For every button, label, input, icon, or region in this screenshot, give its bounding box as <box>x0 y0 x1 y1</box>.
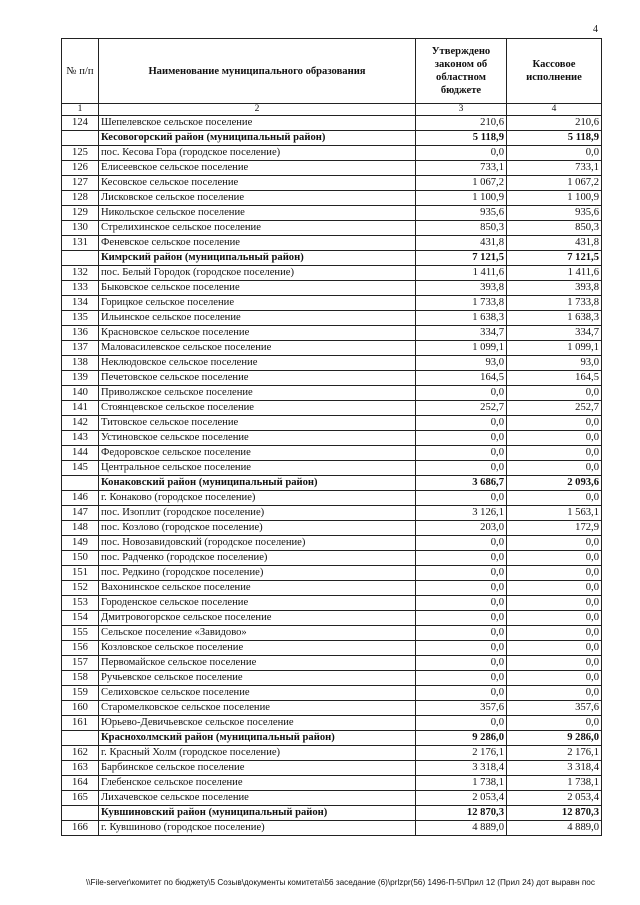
municipality-name-cell: пос. Редкино (городское поселение) <box>99 566 416 581</box>
executed-amount-cell: 733,1 <box>507 161 602 176</box>
approved-amount-cell: 0,0 <box>416 671 507 686</box>
row-number-cell: 136 <box>62 326 99 341</box>
municipality-name-cell: пос. Белый Городок (городское поселение) <box>99 266 416 281</box>
row-number-cell: 128 <box>62 191 99 206</box>
row-number-cell <box>62 476 99 491</box>
table-row <box>62 641 602 656</box>
executed-amount-cell: 0,0 <box>507 626 602 641</box>
row-number-cell: 133 <box>62 281 99 296</box>
approved-amount-cell: 93,0 <box>416 356 507 371</box>
approved-amount-cell: 733,1 <box>416 161 507 176</box>
district-row <box>62 476 602 491</box>
table-row <box>62 146 602 161</box>
approved-amount-cell: 1 411,6 <box>416 266 507 281</box>
executed-amount-cell: 0,0 <box>507 611 602 626</box>
row-number-cell: 151 <box>62 566 99 581</box>
executed-amount-cell: 850,3 <box>507 221 602 236</box>
executed-amount-cell: 1 638,3 <box>507 311 602 326</box>
executed-amount-cell: 0,0 <box>507 416 602 431</box>
municipality-name-cell: Печетовское сельское поселение <box>99 371 416 386</box>
table-row <box>62 791 602 806</box>
executed-amount-cell: 0,0 <box>507 446 602 461</box>
header-executed: Кассовое исполнение <box>507 39 602 104</box>
municipality-name-cell: пос. Радченко (городское поселение) <box>99 551 416 566</box>
table-row <box>62 521 602 536</box>
table-row <box>62 341 602 356</box>
municipality-name-cell: Елисеевское сельское поселение <box>99 161 416 176</box>
district-row <box>62 731 602 746</box>
municipality-name-cell: Быковское сельское поселение <box>99 281 416 296</box>
table-row <box>62 566 602 581</box>
approved-amount-cell: 935,6 <box>416 206 507 221</box>
approved-amount-cell: 4 889,0 <box>416 821 507 836</box>
executed-amount-cell: 431,8 <box>507 236 602 251</box>
executed-amount-cell: 0,0 <box>507 536 602 551</box>
header-approved: Утверждено законом об областном бюджете <box>416 39 507 104</box>
approved-amount-cell: 0,0 <box>416 146 507 161</box>
municipality-name-cell: Приволжское сельское поселение <box>99 386 416 401</box>
table-row <box>62 116 602 131</box>
row-number-cell: 143 <box>62 431 99 446</box>
executed-amount-cell: 172,9 <box>507 521 602 536</box>
approved-amount-cell: 12 870,3 <box>416 806 507 821</box>
municipality-name-cell: Дмитровогорское сельское поселение <box>99 611 416 626</box>
municipality-name-cell: Феневское сельское поселение <box>99 236 416 251</box>
approved-amount-cell: 0,0 <box>416 416 507 431</box>
municipality-name-cell: Никольское сельское поселение <box>99 206 416 221</box>
executed-amount-cell: 0,0 <box>507 431 602 446</box>
approved-amount-cell: 2 053,4 <box>416 791 507 806</box>
approved-amount-cell: 0,0 <box>416 641 507 656</box>
approved-amount-cell: 252,7 <box>416 401 507 416</box>
approved-amount-cell: 7 121,5 <box>416 251 507 266</box>
approved-amount-cell: 203,0 <box>416 521 507 536</box>
table-row <box>62 326 602 341</box>
municipality-name-cell: Селиховское сельское поселение <box>99 686 416 701</box>
column-number-row <box>62 104 602 116</box>
row-number-cell: 161 <box>62 716 99 731</box>
row-number-cell: 144 <box>62 446 99 461</box>
table-row <box>62 776 602 791</box>
approved-amount-cell: 0,0 <box>416 461 507 476</box>
executed-amount-cell: 0,0 <box>507 461 602 476</box>
table-row <box>62 461 602 476</box>
table-row <box>62 581 602 596</box>
approved-amount-cell: 1 733,8 <box>416 296 507 311</box>
municipality-name-cell: Стрелихинское сельское поселение <box>99 221 416 236</box>
municipality-name-cell: Устиновское сельское поселение <box>99 431 416 446</box>
row-number-cell <box>62 131 99 146</box>
executed-amount-cell: 935,6 <box>507 206 602 221</box>
municipality-name-cell: Стоянцевское сельское поселение <box>99 401 416 416</box>
approved-amount-cell: 1 638,3 <box>416 311 507 326</box>
executed-amount-cell: 2 093,6 <box>507 476 602 491</box>
municipality-name-cell: Маловасилевское сельское поселение <box>99 341 416 356</box>
municipality-name-cell: Ручьевское сельское поселение <box>99 671 416 686</box>
table-row <box>62 821 602 836</box>
file-path-footer: \\File-server\комитет по бюджету\5 Созыв\документы комитета\56 заседание (6)\prlzpr(56) 1496-П-5\Прил 12 (Прил 24) дот выравн пос <box>86 878 595 887</box>
approved-amount-cell: 0,0 <box>416 386 507 401</box>
row-number-cell: 148 <box>62 521 99 536</box>
executed-amount-cell: 0,0 <box>507 581 602 596</box>
municipality-name-cell: Конаковский район (муниципальный район) <box>99 476 416 491</box>
table-row <box>62 716 602 731</box>
approved-amount-cell: 0,0 <box>416 446 507 461</box>
table-row <box>62 671 602 686</box>
executed-amount-cell: 0,0 <box>507 716 602 731</box>
table-row <box>62 491 602 506</box>
column-number: 1 <box>62 104 99 116</box>
municipality-name-cell: Лихачевское сельское поселение <box>99 791 416 806</box>
approved-amount-cell: 0,0 <box>416 536 507 551</box>
table-row <box>62 656 602 671</box>
district-row <box>62 251 602 266</box>
row-number-cell: 157 <box>62 656 99 671</box>
row-number-cell <box>62 806 99 821</box>
executed-amount-cell: 210,6 <box>507 116 602 131</box>
approved-amount-cell: 1 100,9 <box>416 191 507 206</box>
approved-amount-cell: 0,0 <box>416 551 507 566</box>
row-number-cell: 145 <box>62 461 99 476</box>
executed-amount-cell: 3 318,4 <box>507 761 602 776</box>
row-number-cell: 134 <box>62 296 99 311</box>
approved-amount-cell: 3 126,1 <box>416 506 507 521</box>
table-row <box>62 746 602 761</box>
approved-amount-cell: 210,6 <box>416 116 507 131</box>
approved-amount-cell: 357,6 <box>416 701 507 716</box>
approved-amount-cell: 164,5 <box>416 371 507 386</box>
executed-amount-cell: 4 889,0 <box>507 821 602 836</box>
table-row <box>62 506 602 521</box>
executed-amount-cell: 0,0 <box>507 386 602 401</box>
municipality-name-cell: Кувшиновский район (муниципальный район) <box>99 806 416 821</box>
municipality-name-cell: Кесовогорский район (муниципальный район) <box>99 131 416 146</box>
executed-amount-cell: 7 121,5 <box>507 251 602 266</box>
municipality-name-cell: пос. Кесова Гора (городское поселение) <box>99 146 416 161</box>
row-number-cell: 131 <box>62 236 99 251</box>
district-row <box>62 806 602 821</box>
executed-amount-cell: 9 286,0 <box>507 731 602 746</box>
executed-amount-cell: 2 053,4 <box>507 791 602 806</box>
municipality-name-cell: Краснохолмский район (муниципальный район) <box>99 731 416 746</box>
column-number: 2 <box>99 104 416 116</box>
approved-amount-cell: 0,0 <box>416 596 507 611</box>
executed-amount-cell: 357,6 <box>507 701 602 716</box>
approved-amount-cell: 0,0 <box>416 716 507 731</box>
executed-amount-cell: 0,0 <box>507 146 602 161</box>
executed-amount-cell: 164,5 <box>507 371 602 386</box>
row-number-cell: 132 <box>62 266 99 281</box>
executed-amount-cell: 252,7 <box>507 401 602 416</box>
executed-amount-cell: 0,0 <box>507 491 602 506</box>
executed-amount-cell: 2 176,1 <box>507 746 602 761</box>
approved-amount-cell: 0,0 <box>416 686 507 701</box>
municipality-name-cell: Старомелковское сельское поселение <box>99 701 416 716</box>
table-header-row <box>62 39 602 104</box>
approved-amount-cell: 9 286,0 <box>416 731 507 746</box>
row-number-cell: 149 <box>62 536 99 551</box>
approved-amount-cell: 3 318,4 <box>416 761 507 776</box>
table-row <box>62 266 602 281</box>
row-number-cell <box>62 731 99 746</box>
row-number-cell: 153 <box>62 596 99 611</box>
municipality-name-cell: Шепелевское сельское поселение <box>99 116 416 131</box>
executed-amount-cell: 0,0 <box>507 596 602 611</box>
row-number-cell: 155 <box>62 626 99 641</box>
table-row <box>62 206 602 221</box>
executed-amount-cell: 1 733,8 <box>507 296 602 311</box>
municipality-name-cell: Неклюдовское сельское поселение <box>99 356 416 371</box>
page-number: 4 <box>593 24 598 35</box>
table-row <box>62 611 602 626</box>
executed-amount-cell: 1 067,2 <box>507 176 602 191</box>
approved-amount-cell: 0,0 <box>416 581 507 596</box>
executed-amount-cell: 1 099,1 <box>507 341 602 356</box>
municipality-name-cell: Кесовское сельское поселение <box>99 176 416 191</box>
approved-amount-cell: 393,8 <box>416 281 507 296</box>
row-number-cell: 124 <box>62 116 99 131</box>
row-number-cell: 146 <box>62 491 99 506</box>
executed-amount-cell: 12 870,3 <box>507 806 602 821</box>
table-row <box>62 281 602 296</box>
municipality-name-cell: г. Кувшиново (городское поселение) <box>99 821 416 836</box>
column-number: 3 <box>416 104 507 116</box>
table-row <box>62 596 602 611</box>
executed-amount-cell: 334,7 <box>507 326 602 341</box>
approved-amount-cell: 0,0 <box>416 611 507 626</box>
row-number-cell: 159 <box>62 686 99 701</box>
municipality-name-cell: г. Конаково (городское поселение) <box>99 491 416 506</box>
municipality-name-cell: Федоровское сельское поселение <box>99 446 416 461</box>
table-row <box>62 686 602 701</box>
row-number-cell: 137 <box>62 341 99 356</box>
table-row <box>62 221 602 236</box>
table-row <box>62 551 602 566</box>
executed-amount-cell: 0,0 <box>507 641 602 656</box>
executed-amount-cell: 1 411,6 <box>507 266 602 281</box>
row-number-cell: 158 <box>62 671 99 686</box>
row-number-cell: 164 <box>62 776 99 791</box>
row-number-cell: 154 <box>62 611 99 626</box>
header-num: № п/п <box>62 39 99 104</box>
approved-amount-cell: 0,0 <box>416 431 507 446</box>
executed-amount-cell: 393,8 <box>507 281 602 296</box>
approved-amount-cell: 0,0 <box>416 491 507 506</box>
municipality-name-cell: Барбинское сельское поселение <box>99 761 416 776</box>
approved-amount-cell: 2 176,1 <box>416 746 507 761</box>
row-number-cell: 166 <box>62 821 99 836</box>
table-row <box>62 311 602 326</box>
row-number-cell: 163 <box>62 761 99 776</box>
executed-amount-cell: 1 563,1 <box>507 506 602 521</box>
approved-amount-cell: 0,0 <box>416 566 507 581</box>
row-number-cell: 150 <box>62 551 99 566</box>
table-row <box>62 191 602 206</box>
table-row <box>62 536 602 551</box>
executed-amount-cell: 1 100,9 <box>507 191 602 206</box>
municipality-name-cell: пос. Изоплит (городское поселение) <box>99 506 416 521</box>
column-number: 4 <box>507 104 602 116</box>
row-number-cell: 162 <box>62 746 99 761</box>
municipality-name-cell: Титовское сельское поселение <box>99 416 416 431</box>
table-row <box>62 401 602 416</box>
municipality-name-cell: Первомайское сельское поселение <box>99 656 416 671</box>
approved-amount-cell: 0,0 <box>416 656 507 671</box>
row-number-cell: 125 <box>62 146 99 161</box>
approved-amount-cell: 0,0 <box>416 626 507 641</box>
table-row <box>62 761 602 776</box>
municipality-name-cell: Юрьево-Девичьевское сельское поселение <box>99 716 416 731</box>
municipality-name-cell: Сельское поселение «Завидово» <box>99 626 416 641</box>
executed-amount-cell: 5 118,9 <box>507 131 602 146</box>
table-row <box>62 161 602 176</box>
municipality-name-cell: Горицкое сельское поселение <box>99 296 416 311</box>
header-name: Наименование муниципального образования <box>99 39 416 104</box>
row-number-cell: 139 <box>62 371 99 386</box>
approved-amount-cell: 3 686,7 <box>416 476 507 491</box>
municipality-name-cell: Ильинское сельское поселение <box>99 311 416 326</box>
executed-amount-cell: 93,0 <box>507 356 602 371</box>
row-number-cell: 141 <box>62 401 99 416</box>
row-number-cell: 165 <box>62 791 99 806</box>
row-number-cell: 135 <box>62 311 99 326</box>
municipality-name-cell: Лисковское сельское поселение <box>99 191 416 206</box>
row-number-cell: 142 <box>62 416 99 431</box>
table-row <box>62 701 602 716</box>
approved-amount-cell: 5 118,9 <box>416 131 507 146</box>
approved-amount-cell: 850,3 <box>416 221 507 236</box>
table-body <box>62 116 602 836</box>
executed-amount-cell: 0,0 <box>507 551 602 566</box>
row-number-cell: 147 <box>62 506 99 521</box>
municipality-name-cell: пос. Козлово (городское поселение) <box>99 521 416 536</box>
table-row <box>62 386 602 401</box>
table-row <box>62 371 602 386</box>
executed-amount-cell: 1 738,1 <box>507 776 602 791</box>
district-row <box>62 131 602 146</box>
row-number-cell: 138 <box>62 356 99 371</box>
table-row <box>62 626 602 641</box>
municipality-name-cell: пос. Новозавидовский (городское поселение) <box>99 536 416 551</box>
municipality-name-cell: г. Красный Холм (городское поселение) <box>99 746 416 761</box>
table-row <box>62 416 602 431</box>
table-row <box>62 176 602 191</box>
table-row <box>62 296 602 311</box>
row-number-cell: 129 <box>62 206 99 221</box>
executed-amount-cell: 0,0 <box>507 671 602 686</box>
approved-amount-cell: 431,8 <box>416 236 507 251</box>
executed-amount-cell: 0,0 <box>507 656 602 671</box>
municipality-name-cell: Городенское сельское поселение <box>99 596 416 611</box>
municipality-name-cell: Центральное сельское поселение <box>99 461 416 476</box>
budget-table <box>61 38 602 836</box>
approved-amount-cell: 1 738,1 <box>416 776 507 791</box>
row-number-cell: 152 <box>62 581 99 596</box>
approved-amount-cell: 1 099,1 <box>416 341 507 356</box>
municipality-name-cell: Красновское сельское поселение <box>99 326 416 341</box>
municipality-name-cell: Козловское сельское поселение <box>99 641 416 656</box>
table-row <box>62 356 602 371</box>
approved-amount-cell: 334,7 <box>416 326 507 341</box>
municipality-name-cell: Вахонинское сельское поселение <box>99 581 416 596</box>
executed-amount-cell: 0,0 <box>507 566 602 581</box>
table-row <box>62 236 602 251</box>
table-row <box>62 431 602 446</box>
municipality-name-cell: Глебенское сельское поселение <box>99 776 416 791</box>
municipality-name-cell: Кимрский район (муниципальный район) <box>99 251 416 266</box>
table-row <box>62 446 602 461</box>
approved-amount-cell: 1 067,2 <box>416 176 507 191</box>
row-number-cell: 126 <box>62 161 99 176</box>
executed-amount-cell: 0,0 <box>507 686 602 701</box>
row-number-cell: 156 <box>62 641 99 656</box>
row-number-cell: 130 <box>62 221 99 236</box>
row-number-cell: 160 <box>62 701 99 716</box>
row-number-cell: 127 <box>62 176 99 191</box>
row-number-cell: 140 <box>62 386 99 401</box>
row-number-cell <box>62 251 99 266</box>
